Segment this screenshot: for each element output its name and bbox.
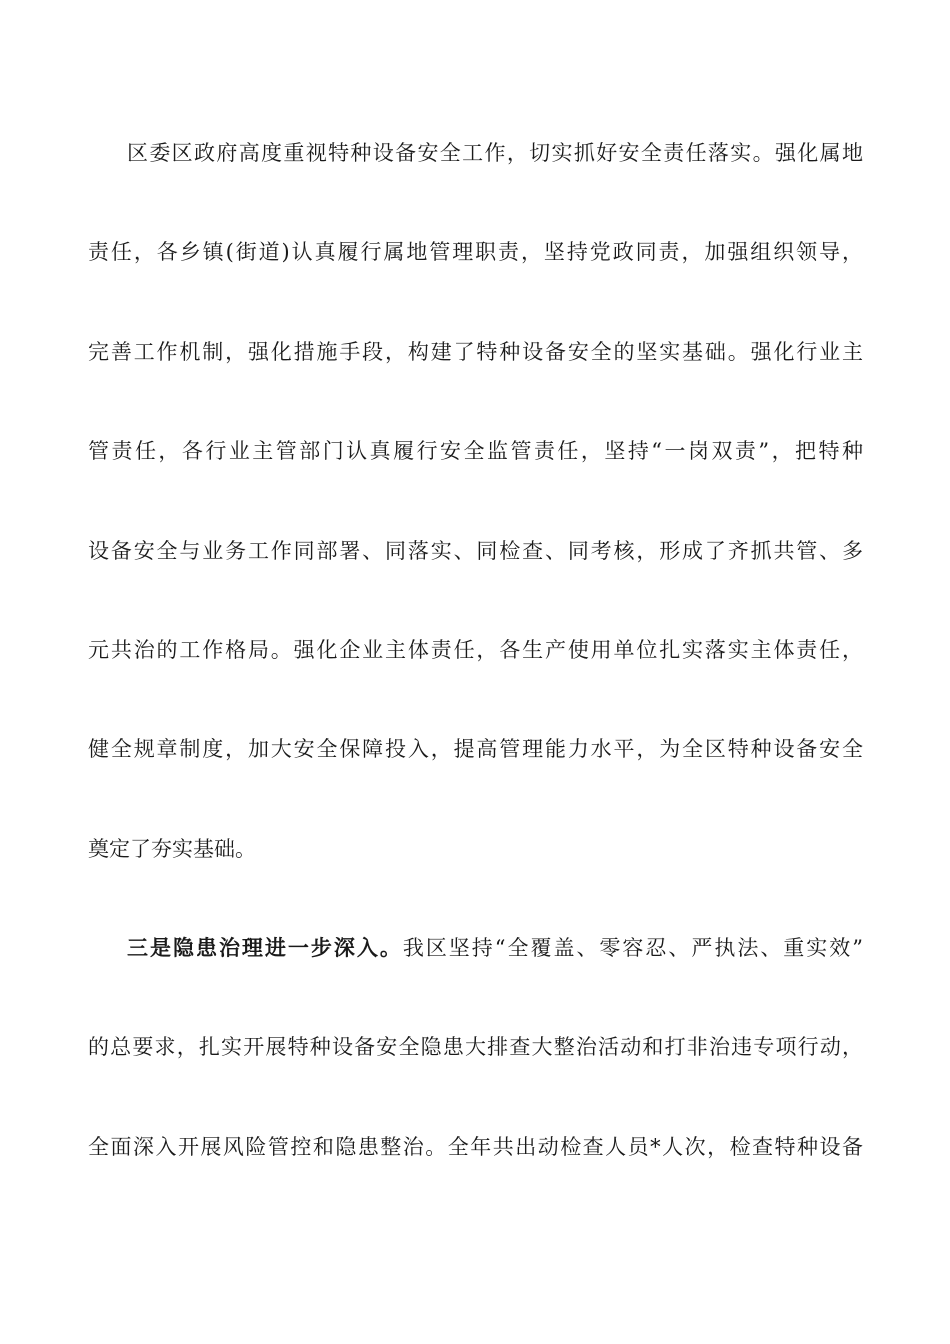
paragraph-2-line-1: [127, 933, 863, 963]
paragraph-2-line-3: 全面深入开展风险管控和隐患整治。全年共出动检查人员*人次，检查特种设备: [88, 1135, 863, 1159]
paragraph-2-line-1-text: 我区坚持“全覆盖、零容忍、严执法、重实效”: [402, 936, 863, 960]
paragraph-1-line-3: 完善工作机制，强化措施手段，构建了特种设备安全的坚实基础。强化行业主: [88, 340, 863, 364]
paragraph-1-line-2: 责任，各乡镇(街道)认真履行属地管理职责，坚持党政同责，加强组织领导，: [88, 240, 863, 264]
paragraph-1-line-4: 管责任，各行业主管部门认真履行安全监管责任，坚持“一岗双责”，把特种: [88, 439, 863, 463]
paragraph-1-line-5: 设备安全与业务工作同部署、同落实、同检查、同考核，形成了齐抓共管、多: [88, 539, 863, 563]
paragraph-2-line-2: 的总要求，扎实开展特种设备安全隐患大排查大整治活动和打非治违专项行动，: [88, 1035, 863, 1059]
paragraph-1-line-7: 健全规章制度，加大安全保障投入，提高管理能力水平，为全区特种设备安全: [88, 737, 863, 761]
paragraph-1-line-1: 区委区政府高度重视特种设备安全工作，切实抓好安全责任落实。强化属地: [127, 141, 863, 165]
paragraph-2-heading: 三是隐患治理进一步深入。: [127, 935, 403, 960]
paragraph-1-line-6: 元共治的工作格局。强化企业主体责任，各生产使用单位扎实落实主体责任，: [88, 638, 863, 662]
paragraph-1-line-8: 奠定了夯实基础。: [88, 837, 256, 861]
